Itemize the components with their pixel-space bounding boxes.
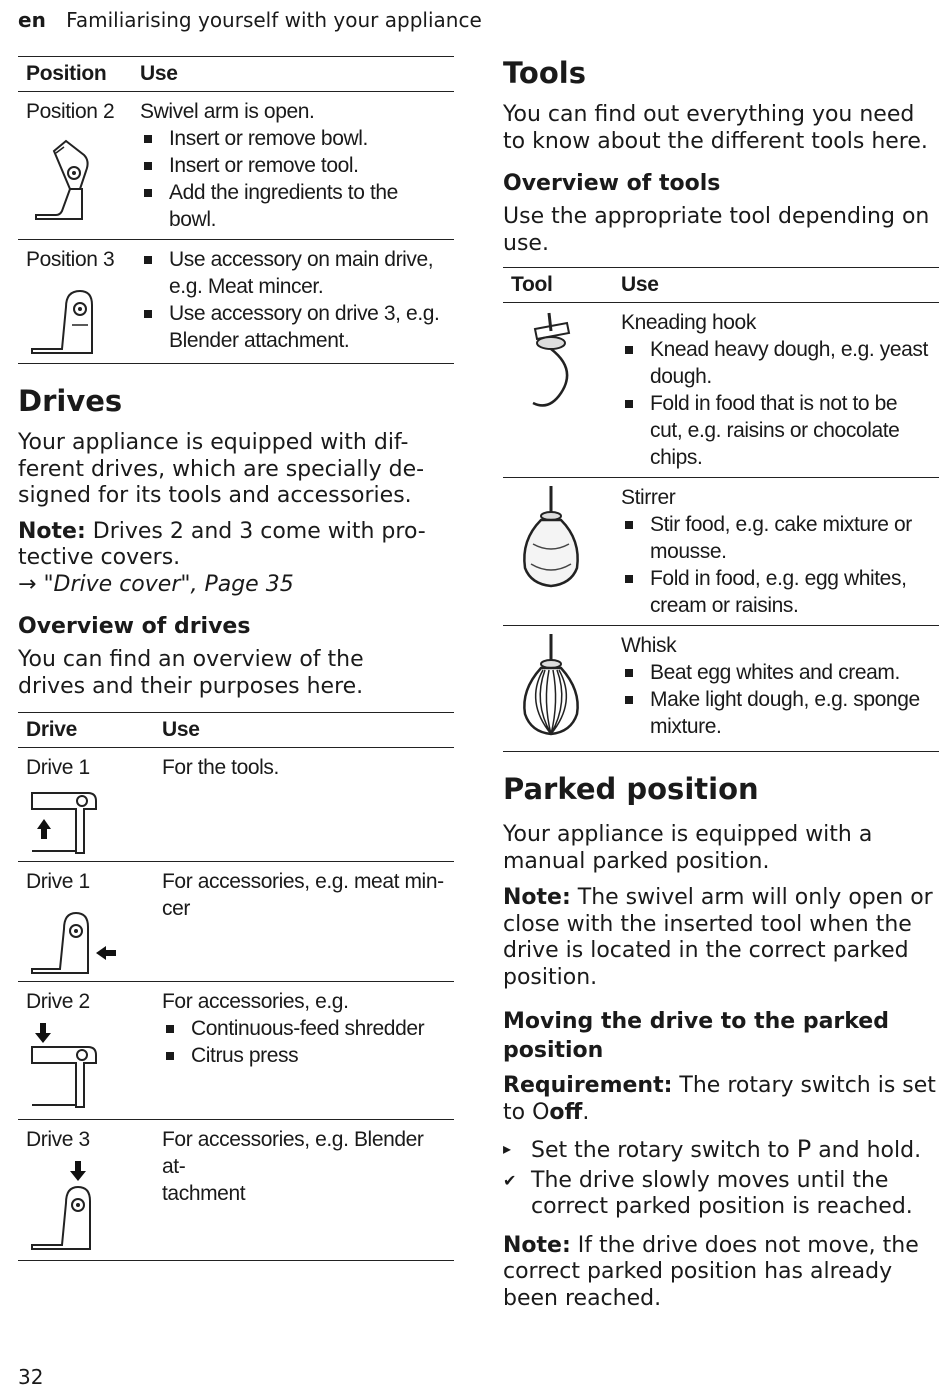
drives-table bbox=[18, 712, 454, 1261]
note-text: If the drive does not move, the correct parked position has already been reached. bbox=[503, 1232, 919, 1311]
use-cell bbox=[154, 1120, 454, 1261]
parked-heading: Parked position bbox=[503, 772, 759, 806]
text-line: Your appliance is equipped with dif- bbox=[18, 430, 409, 455]
tool-cell bbox=[503, 303, 613, 478]
note-text: Drives 2 and 3 come with pro- bbox=[85, 518, 426, 544]
col-header-position: Position bbox=[18, 57, 132, 92]
list-item: Insert or remove tool. bbox=[140, 152, 448, 179]
tool-cell bbox=[503, 478, 613, 626]
use-cell bbox=[613, 478, 939, 626]
use-cell bbox=[613, 626, 939, 752]
lead-text: Swivel arm is open. bbox=[140, 100, 315, 123]
table-row bbox=[503, 303, 939, 478]
off-label: off bbox=[549, 1099, 583, 1125]
col-header-drive: Drive bbox=[18, 713, 154, 748]
bullet-list bbox=[621, 336, 933, 471]
tools-table bbox=[503, 267, 939, 752]
drive-cell bbox=[18, 1120, 154, 1261]
note-label: Note: bbox=[503, 885, 571, 910]
table-row bbox=[18, 240, 454, 364]
use-cell: For the tools. bbox=[154, 748, 454, 862]
table-row bbox=[18, 982, 454, 1120]
bullet-list bbox=[621, 659, 933, 740]
list-item: Beat egg whites and cream. bbox=[621, 659, 933, 686]
requirement-label: Requirement: bbox=[503, 1073, 673, 1098]
drive-label: Drive 1 bbox=[26, 756, 90, 779]
text-line: cer bbox=[162, 897, 190, 920]
table-header-row bbox=[18, 57, 454, 92]
check-icon: ✔ bbox=[503, 1170, 517, 1190]
swivel-upright-icon bbox=[26, 279, 106, 357]
tool-name: Kneading hook bbox=[621, 311, 756, 334]
chapter-title: Familiarising yourself with your appliance bbox=[66, 8, 482, 32]
step-marker-icon: ▸ bbox=[503, 1139, 512, 1158]
use-cell bbox=[132, 240, 454, 364]
tools-heading: Tools bbox=[503, 56, 586, 90]
list-item: Make light dough, e.g. sponge mixture. bbox=[621, 686, 933, 740]
use-cell bbox=[613, 303, 939, 478]
table-row bbox=[18, 92, 454, 240]
off-symbol-icon: O bbox=[532, 1099, 550, 1125]
use-cell bbox=[154, 862, 454, 982]
text-line: For accessories, e.g. meat min- bbox=[162, 870, 444, 893]
punctuation: . bbox=[582, 1099, 590, 1125]
list-item: Add the ingredients to the bowl. bbox=[140, 179, 448, 233]
whisk-icon bbox=[511, 632, 591, 738]
moving-heading: Moving the drive to the parked position bbox=[503, 1009, 889, 1063]
col-header-use: Use bbox=[613, 268, 939, 303]
overview-drives-text: You can find an overview of the drives and their purposes here. bbox=[18, 647, 364, 699]
drive-cell bbox=[18, 748, 154, 862]
drives-heading: Drives bbox=[18, 384, 123, 418]
note-text: tective covers. bbox=[18, 545, 181, 570]
drive-1-tools-icon bbox=[26, 787, 98, 855]
list-item: Citrus press bbox=[162, 1042, 448, 1069]
note-label: Note: bbox=[503, 1232, 571, 1258]
stirrer-icon bbox=[511, 484, 591, 594]
list-item: Knead heavy dough, e.g. yeast dough. bbox=[621, 336, 933, 390]
step-item bbox=[503, 1136, 939, 1165]
swivel-open-icon bbox=[26, 131, 106, 223]
use-cell bbox=[154, 982, 454, 1120]
bullet-list bbox=[140, 125, 448, 233]
parked-note-2 bbox=[503, 1233, 939, 1313]
col-header-use: Use bbox=[132, 57, 454, 92]
cross-reference-link[interactable]: "Drive cover", Page 35 bbox=[43, 571, 294, 597]
col-header-tool: Tool bbox=[503, 268, 613, 303]
requirement-text bbox=[503, 1073, 939, 1126]
drives-intro bbox=[18, 430, 454, 510]
position-cell bbox=[18, 92, 132, 240]
parked-note bbox=[503, 885, 939, 991]
left-column bbox=[18, 56, 454, 1261]
step-text: Set the rotary switch to bbox=[531, 1138, 790, 1163]
position-cell bbox=[18, 240, 132, 364]
result-text: The drive slowly moves until the correct parked position is reached. bbox=[531, 1167, 913, 1219]
page-number: 32 bbox=[18, 1365, 44, 1389]
step-text: and hold. bbox=[818, 1138, 922, 1163]
positions-table bbox=[18, 56, 454, 364]
note-text: The swivel arm will only open or close with the inserted tool when the drive is located in the correct parked position. bbox=[503, 885, 933, 990]
table-row bbox=[18, 862, 454, 982]
list-item: Use accessory on drive 3, e.g. Blender attachment. bbox=[140, 300, 448, 354]
right-column bbox=[503, 56, 939, 1312]
tools-intro: You can find out everything you need to know about the different tools here. bbox=[503, 102, 928, 154]
drive-cell bbox=[18, 862, 154, 982]
table-row bbox=[18, 748, 454, 862]
list-item: Use accessory on main drive, e.g. Meat mincer. bbox=[140, 246, 448, 300]
parked-symbol-icon: P bbox=[796, 1135, 812, 1163]
table-header-row bbox=[503, 268, 939, 303]
bullet-list bbox=[621, 511, 933, 619]
table-row bbox=[503, 478, 939, 626]
table-row bbox=[503, 626, 939, 752]
text-line: For accessories, e.g. Blender at- bbox=[162, 1128, 424, 1178]
tool-name: Whisk bbox=[621, 634, 677, 657]
drive-label: Drive 1 bbox=[26, 870, 90, 893]
overview-tools-text: Use the appropriate tool depending on use. bbox=[503, 204, 930, 256]
list-item: Continuous-feed shredder bbox=[162, 1015, 448, 1042]
list-item: Stir food, e.g. cake mixture or mousse. bbox=[621, 511, 933, 565]
requirement-body: The rotary switch is set to bbox=[503, 1073, 936, 1125]
drive-3-icon bbox=[26, 1159, 106, 1253]
drive-1-accessories-icon bbox=[26, 901, 118, 975]
position-label: Position 2 bbox=[26, 100, 115, 123]
result-item bbox=[503, 1168, 939, 1221]
parked-intro: Your appliance is equipped with a manual parked position. bbox=[503, 822, 873, 874]
drive-2-icon bbox=[26, 1021, 98, 1109]
col-header-use: Use bbox=[154, 713, 454, 748]
list-item: Insert or remove bowl. bbox=[140, 125, 448, 152]
overview-tools-heading: Overview of tools bbox=[503, 171, 721, 196]
list-item: Fold in food that is not to be cut, e.g. raisins or chocolate chips. bbox=[621, 390, 933, 471]
tool-name: Stirrer bbox=[621, 486, 676, 509]
tool-cell bbox=[503, 626, 613, 752]
drive-cell bbox=[18, 982, 154, 1120]
drives-note bbox=[18, 519, 454, 599]
drive-label: Drive 3 bbox=[26, 1128, 90, 1151]
language-code: en bbox=[18, 8, 46, 32]
list-item: Fold in food, e.g. egg whites, cream or raisins. bbox=[621, 565, 933, 619]
overview-drives-heading: Overview of drives bbox=[18, 614, 251, 639]
bullet-list bbox=[140, 246, 448, 354]
page-header bbox=[18, 8, 482, 32]
kneading-hook-icon bbox=[511, 309, 591, 419]
ref-arrow-icon: → bbox=[18, 571, 37, 597]
position-label: Position 3 bbox=[26, 248, 115, 271]
bullet-list bbox=[162, 1015, 448, 1069]
table-header-row bbox=[18, 713, 454, 748]
lead-text: For accessories, e.g. bbox=[162, 990, 349, 1013]
text-line: ferent drives, which are specially de- bbox=[18, 456, 425, 482]
use-cell bbox=[132, 92, 454, 240]
note-label: Note: bbox=[18, 518, 86, 544]
table-row bbox=[18, 1120, 454, 1261]
text-line: signed for its tools and accessories. bbox=[18, 483, 412, 508]
text-line: tachment bbox=[162, 1182, 246, 1205]
drive-label: Drive 2 bbox=[26, 990, 90, 1013]
step-list bbox=[503, 1136, 939, 1221]
